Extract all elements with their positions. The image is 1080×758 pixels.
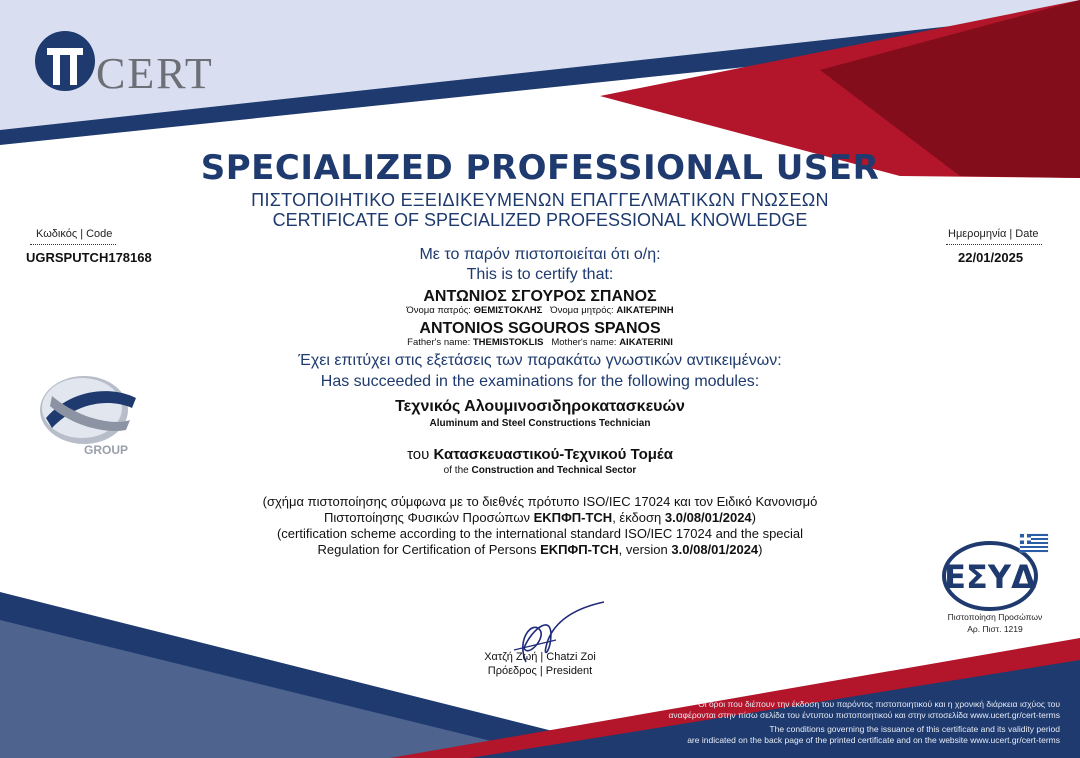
module-greek: Τεχνικός Αλουμινοσιδηροκατασκευών xyxy=(395,398,685,415)
scheme-greek-text: Πιστοποίησης Φυσικών Προσώπων xyxy=(324,510,530,525)
date-value: 22/01/2025 xyxy=(958,250,1024,265)
sector-prefix-greek: του xyxy=(407,446,430,463)
mother-name-english: AIKATERINI xyxy=(619,337,673,348)
esyd-logo-icon xyxy=(938,532,1054,612)
certify-english: This is to certify that: xyxy=(466,266,614,283)
scheme-greek-line-2 xyxy=(0,510,1080,526)
scheme-english-text: Regulation for Certification of Persons xyxy=(317,542,537,557)
scheme-english-line-1: (certification scheme according to the international standard ISO/IEC 17024 and the special xyxy=(276,526,804,541)
code-label: Κωδικός | Code xyxy=(36,228,113,240)
footer-terms xyxy=(668,699,1060,745)
scheme-english-line-2 xyxy=(0,542,1080,558)
scheme-english-version: 3.0/08/01/2024 xyxy=(671,542,759,557)
scheme-greek-close: ) xyxy=(751,510,756,525)
sector-prefix-english: of the xyxy=(443,465,469,476)
scheme-english-close: ) xyxy=(758,542,763,557)
certify-greek: Με το παρόν πιστοποιείται ότι ο/η: xyxy=(419,246,661,263)
code-divider xyxy=(30,244,116,245)
mother-label-greek: Όνομα μητρός: xyxy=(550,305,614,316)
footer-english-line-1: The conditions governing the issuance of this certificate and its validity period xyxy=(769,724,1060,734)
ucert-logo-icon xyxy=(34,30,96,92)
subtitle-greek: ΠΙΣΤΟΠΟΙΗΤΙΚΟ ΕΞΕΙΔΙΚΕΥΜΕΝΩΝ ΕΠΑΓΓΕΛΜΑΤΙΚΩΝ ΓΝΩΣΕΩΝ xyxy=(251,190,829,210)
father-label-greek: Όνομα πατρός: xyxy=(406,305,471,316)
footer-greek-line-2: αναφέρονται στην πίσω σελίδα του έντυπου πιστοποιητικού και στην ιστοσελίδα www.ucert.gr/cert-terms xyxy=(668,709,1060,720)
sector-english xyxy=(0,465,1080,476)
mother-label-english: Mother's name: xyxy=(551,337,617,348)
sector-name-greek: Κατασκευαστικού-Τεχνικού Τομέα xyxy=(433,446,673,463)
scheme-english-code: ΕΚΠΦΠ-TCH xyxy=(540,542,619,557)
exam-english: Has succeeded in the examinations for the following modules: xyxy=(320,373,760,390)
father-label-english: Father's name: xyxy=(407,337,471,348)
signatory-role: Πρόεδρος | President xyxy=(487,665,593,677)
sector-name-english: Construction and Technical Sector xyxy=(471,465,637,476)
certificate-title: SPECIALIZED PROFESSIONAL USER xyxy=(200,148,880,188)
father-name-greek: ΘΕΜΙΣΤΟΚΛΗΣ xyxy=(473,305,543,316)
scheme-greek-version: 3.0/08/01/2024 xyxy=(664,510,752,525)
logo-word: CERT xyxy=(96,49,214,98)
mother-name-greek: ΑΙΚΑΤΕΡΙΝΗ xyxy=(616,305,674,316)
module-english: Aluminum and Steel Constructions Technician xyxy=(429,418,651,429)
esyd-caption-2: Αρ. Πιστ. 1219 xyxy=(967,624,1023,634)
signatory-name: Χατζή Ζωή | Chatzi Zoi xyxy=(484,651,596,663)
holder-parents-greek xyxy=(0,305,1080,316)
esyd-caption-1: Πιστοποίηση Προσώπων xyxy=(947,612,1043,622)
scheme-greek-version-label: , έκδοση xyxy=(612,510,662,525)
sector-greek xyxy=(0,446,1080,463)
group-label: GROUP xyxy=(84,443,129,457)
holder-parents-english xyxy=(0,337,1080,348)
father-name-english: THEMISTOKLIS xyxy=(472,337,544,348)
exam-greek: Έχει επιτύχει στις εξετάσεις των παρακάτω γνωστικών αντικειμένων: xyxy=(298,352,782,369)
footer-greek-line-1: Οι όροι που διέπουν την έκδοση του παρόντος πιστοποιητικού και η χρονική διάρκεια ισχύος του xyxy=(698,699,1060,709)
footer-english-line-2: are indicated on the back page of the printed certificate and on the website www.ucert.gr/cert-terms xyxy=(687,734,1060,745)
date-label: Ημερομηνία | Date xyxy=(948,228,1039,240)
scheme-greek-code: ΕΚΠΦΠ-TCH xyxy=(533,510,613,525)
esyd-logo-text: ΕΣΥΔ xyxy=(944,558,1036,596)
holder-name-greek: ΑΝΤΩΝΙΟΣ ΣΓΟΥΡΟΣ ΣΠΑΝΟΣ xyxy=(423,288,657,305)
scheme-english-version-label: , version xyxy=(618,542,668,557)
code-value: UGRSPUTCH178168 xyxy=(26,250,152,265)
holder-name-english: ANTONIOS SGOUROS SPANOS xyxy=(419,320,661,337)
subtitle-english: CERTIFICATE OF SPECIALIZED PROFESSIONAL KNOWLEDGE xyxy=(272,210,808,230)
date-divider xyxy=(946,244,1042,245)
scheme-greek-line-1: (σχήμα πιστοποίησης σύμφωνα με το διεθνές πρότυπο ISO/IEC 17024 και τον Ειδικό Κανονισμό xyxy=(262,494,818,509)
